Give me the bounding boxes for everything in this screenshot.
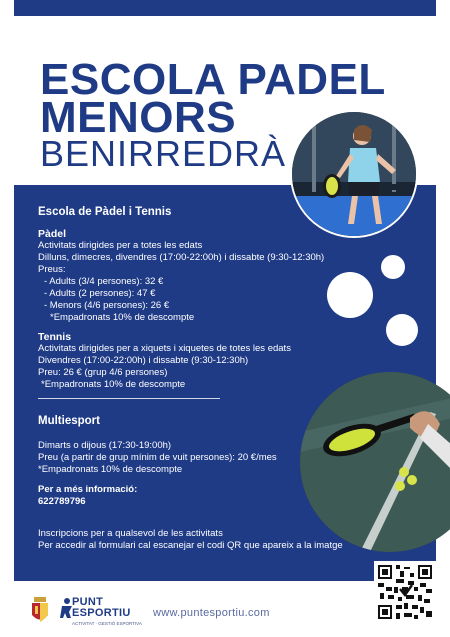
brand-tagline: ACTIVITAT · GESTIÓ ESPORTIVA — [72, 621, 142, 626]
municipal-crest-icon — [30, 597, 50, 625]
title-line-1: ESCOLA PADEL — [40, 55, 386, 104]
padel-player-photo — [290, 110, 418, 238]
registration-note — [38, 528, 343, 552]
tennis-line: Activitats dirigides per a xiquets i xiquetes de totes les edats — [38, 343, 291, 354]
multiesport-section — [38, 415, 100, 427]
decor-circle-large — [327, 272, 373, 318]
contact-label: Per a més informació: — [38, 484, 138, 495]
multiesport-discount-note: *Empadronats 10% de descompte — [38, 464, 183, 475]
padel-price-line: - Adults (3/4 persones): 32 € — [44, 276, 164, 287]
padel-line: Activitats dirigides per a totes les edats — [38, 240, 203, 251]
multiesport-line: Dimarts o dijous (17:30-19:00h) — [38, 440, 172, 451]
padel-line: Dilluns, dimecres, divendres (17:00-22:00h) i dissabte (9:30-12:30h) — [38, 252, 325, 263]
brand-line-1: PUNT — [72, 596, 104, 608]
multiesport-details — [38, 440, 277, 476]
registration-line: Per accedir al formulari cal escanejar el codi QR que apareix a la imatge — [38, 540, 343, 551]
tennis-line: Preu: 26 € (grup 4/6 persones) — [38, 367, 168, 378]
title-line-2: MENORS — [40, 93, 237, 142]
decor-circle-medium — [386, 314, 418, 346]
section-divider — [38, 398, 220, 399]
tennis-section — [38, 331, 291, 391]
padel-price-line: - Adults (2 persones): 47 € — [44, 288, 156, 299]
brand-line-2: ESPORTIU — [72, 607, 131, 619]
padel-player-illustration — [292, 112, 418, 238]
tennis-heading: Tennis — [38, 331, 72, 343]
qr-code[interactable] — [374, 561, 436, 623]
tennis-line: Divendres (17:00-22:00h) i dissabte (9:30-12:30h) — [38, 355, 249, 366]
qr-code-icon — [376, 563, 434, 621]
decor-circle-small — [381, 255, 405, 279]
section-main-title: Escola de Pàdel i Tennis — [38, 206, 172, 218]
padel-heading: Pàdel — [38, 228, 67, 240]
website-link[interactable]: www.puntesportiu.com — [153, 607, 270, 619]
registration-line: Inscripcions per a qualsevol de les activitats — [38, 528, 223, 539]
contact-block — [38, 484, 137, 508]
top-bar — [14, 0, 436, 16]
padel-section — [38, 228, 324, 324]
section-heading-main — [38, 206, 171, 218]
title-line-3: BENIRREDRÀ — [40, 133, 287, 174]
multiesport-line: Preu (a partir de grup mínim de vuit persones): 20 €/mes — [38, 452, 277, 463]
padel-discount-note: *Empadronats 10% de descompte — [50, 312, 195, 323]
brand-name — [72, 597, 131, 619]
multiesport-heading: Multiesport — [38, 415, 100, 427]
contact-phone[interactable]: 622789796 — [38, 496, 86, 507]
padel-line: Preus: — [38, 264, 66, 275]
padel-price-line: - Menors (4/6 persones): 26 € — [44, 300, 170, 311]
tennis-discount-note: *Empadronats 10% de descompte — [41, 379, 186, 390]
